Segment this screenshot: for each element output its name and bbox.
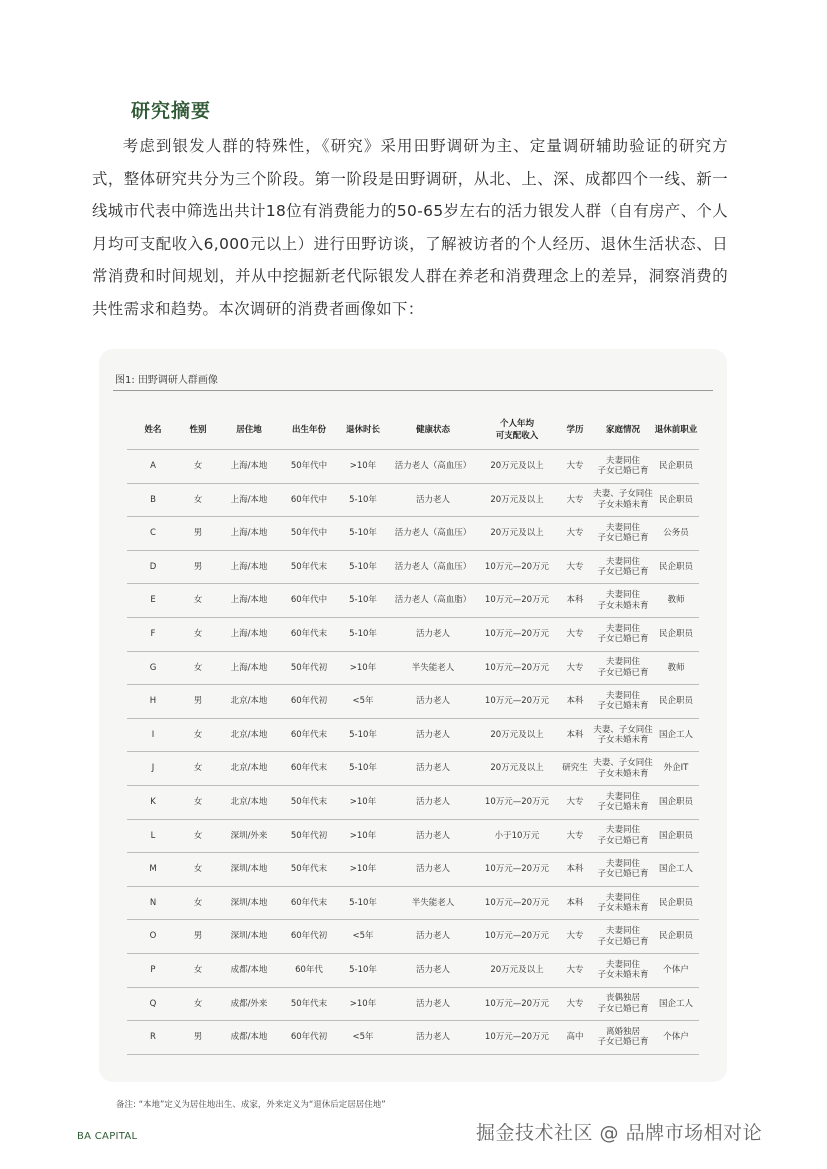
table-cell: 50年代末 [281,550,337,584]
table-cell: 活力老人（高血压） [389,450,477,484]
table-cell: 活力老人 [389,1021,477,1055]
table-cell: 60年代末 [281,617,337,651]
table-cell: 活力老人 [389,819,477,853]
figure-title: 图1: 田野调研人群画像 [115,375,218,386]
table-cell: Q [127,987,179,1021]
table-cell: 大专 [557,953,593,987]
table-row [127,617,699,651]
column-header: 健康状态 [415,425,450,435]
table-cell: 深圳/本地 [217,886,281,920]
column-header: 学历 [566,425,584,435]
table-cell: <5年 [337,685,389,719]
table-cell: >10年 [337,785,389,819]
table-cell: 夫妻、子女同住 子女未婚未育 [593,718,653,752]
table-cell: 成都/外来 [217,987,281,1021]
brand-footer: BA CAPITAL [77,1131,138,1142]
table-cell: 大专 [557,483,593,517]
table-cell: 民企职员 [653,886,699,920]
column-header: 性别 [189,425,207,435]
table-cell: I [127,718,179,752]
table-cell: R [127,1021,179,1055]
section-heading: 研究摘要 [131,100,212,122]
table-cell: L [127,819,179,853]
table-cell: 夫妻同住 子女未婚未育 [593,886,653,920]
table-cell: N [127,886,179,920]
table-cell: 活力老人 [389,718,477,752]
table-cell: 60年代中 [281,483,337,517]
table-cell: 大专 [557,819,593,853]
table-cell: 个体户 [653,1021,699,1055]
table-cell: 活力老人（高血压） [389,517,477,551]
figure-divider [113,390,713,391]
table-cell: 50年代末 [281,987,337,1021]
table-cell: 活力老人 [389,953,477,987]
table-cell: 60年代末 [281,752,337,786]
table-cell: 大专 [557,617,593,651]
table-cell: 女 [179,617,217,651]
table-row [127,550,699,584]
table-cell: 夫妻同住 子女已婚已育 [593,853,653,887]
table-cell: 成都/本地 [217,1021,281,1055]
table-cell: 民企职员 [653,550,699,584]
table-cell: 大专 [557,785,593,819]
watermark-text: 掘金技术社区 @ 品牌市场相对论 [476,1122,763,1144]
table-cell: 女 [179,987,217,1021]
table-row [127,953,699,987]
table-cell: 50年代初 [281,819,337,853]
table-cell: 夫妻同住 子女已婚已育 [593,920,653,954]
table-cell: 国企职员 [653,819,699,853]
column-header: 出生年份 [291,425,326,435]
table-cell: 夫妻、子女同住 子女未婚未育 [593,483,653,517]
table-cell: 本科 [557,853,593,887]
table-row [127,819,699,853]
table-cell: 20万元及以上 [477,718,557,752]
table-cell: 教师 [653,584,699,618]
table-cell: 女 [179,785,217,819]
table-cell: 活力老人 [389,785,477,819]
summary-paragraph: 考虑到银发人群的特殊性，《研究》采用田野调研为主、定量调研辅助验证的研究方式，整体研究共分为三个阶段。第一阶段是田野调研，从北、上、深、成都四个一线、新一线城市代表中筛选出共计18位有消费能力的50-65岁左右的活力银发人群（自有房产、个人月均可支配收入6,000元以上）进行田野访谈，了解被访者的个人经历、退休生活状态、日常消费和时间规划，并从中挖掘新老代际银发人群在养老和消费理念上的差异，洞察消费的共性需求和趋势。本次调研的消费者画像如下： [92,137,728,318]
table-cell: 上海/本地 [217,450,281,484]
table-cell: >10年 [337,853,389,887]
column-header: 个人年均 可支配收入 [495,419,539,441]
table-cell: 民企职员 [653,450,699,484]
table-cell: 上海/本地 [217,483,281,517]
table-cell: 北京/本地 [217,718,281,752]
table-row [127,718,699,752]
table-cell: 活力老人 [389,483,477,517]
table-cell: 高中 [557,1021,593,1055]
table-cell: 女 [179,718,217,752]
table-cell: 离婚独居 子女已婚已育 [593,1021,653,1055]
table-cell: 20万元及以上 [477,752,557,786]
table-cell: 60年代末 [281,886,337,920]
table-cell: 本科 [557,584,593,618]
table-cell: 上海/本地 [217,517,281,551]
table-cell: 10万元—20万元 [477,550,557,584]
table-cell: 女 [179,819,217,853]
table-cell: 5-10年 [337,718,389,752]
table-cell: 夫妻同住 子女已婚已育 [593,819,653,853]
table-cell: 大专 [557,450,593,484]
table-row [127,483,699,517]
table-row [127,987,699,1021]
table-cell: 活力老人 [389,920,477,954]
table-cell: 上海/本地 [217,550,281,584]
table-cell: 夫妻同住 子女已婚未育 [593,785,653,819]
table-cell: 大专 [557,651,593,685]
column-header: 退休时长 [345,425,380,435]
table-cell: 男 [179,1021,217,1055]
table-cell: 10万元—20万元 [477,584,557,618]
table-cell: 10万元—20万元 [477,685,557,719]
table-cell: 男 [179,517,217,551]
table-cell: 夫妻同住 子女已婚已育 [593,450,653,484]
table-cell: 女 [179,483,217,517]
table-cell: 公务员 [653,517,699,551]
table-cell: H [127,685,179,719]
table-cell: 国企工人 [653,718,699,752]
table-cell: G [127,651,179,685]
table-cell: 5-10年 [337,517,389,551]
table-row [127,785,699,819]
table-cell: 60年代末 [281,718,337,752]
column-header: 家庭情况 [605,425,640,435]
table-cell: 民企职员 [653,617,699,651]
table-cell: <5年 [337,1021,389,1055]
column-header: 退休前职业 [654,425,698,435]
table-cell: 小于10万元 [477,819,557,853]
table-cell: A [127,450,179,484]
table-row [127,517,699,551]
table-cell: >10年 [337,450,389,484]
table-cell: C [127,517,179,551]
table-cell: 女 [179,584,217,618]
table-cell: 10万元—20万元 [477,1021,557,1055]
table-cell: 民企职员 [653,685,699,719]
table-row [127,752,699,786]
table-row [127,886,699,920]
table-cell: 活力老人 [389,685,477,719]
table-cell: B [127,483,179,517]
table-cell: 5-10年 [337,617,389,651]
table-cell: >10年 [337,987,389,1021]
table-cell: 深圳/外来 [217,819,281,853]
table-cell: 10万元—20万元 [477,785,557,819]
table-cell: 60年代初 [281,685,337,719]
table-cell: 大专 [557,987,593,1021]
table-body [127,450,699,1055]
table-cell: 5-10年 [337,483,389,517]
table-cell: 男 [179,550,217,584]
table-cell: 北京/本地 [217,785,281,819]
table-cell: 丧偶独居 子女已婚已育 [593,987,653,1021]
table-cell: 5-10年 [337,953,389,987]
table-row [127,685,699,719]
table-cell: M [127,853,179,887]
table-cell: 20万元及以上 [477,517,557,551]
table-cell: 国企职员 [653,785,699,819]
table-cell: 活力老人（高血脂） [389,584,477,618]
table-cell: 60年代中 [281,584,337,618]
table-cell: 女 [179,853,217,887]
table-cell: 10万元—20万元 [477,987,557,1021]
table-cell: 5-10年 [337,752,389,786]
table-cell: 女 [179,651,217,685]
table-cell: 半失能老人 [389,651,477,685]
table-cell: >10年 [337,651,389,685]
table-cell: <5年 [337,920,389,954]
table-cell: 北京/本地 [217,685,281,719]
table-cell: 50年代末 [281,785,337,819]
table-cell: 国企工人 [653,853,699,887]
table-cell: 50年代中 [281,517,337,551]
table-row [127,920,699,954]
table-cell: F [127,617,179,651]
table-cell: 国企工人 [653,987,699,1021]
table-cell: 研究生 [557,752,593,786]
table-row [127,584,699,618]
table-cell: 成都/本地 [217,953,281,987]
table-cell: 大专 [557,920,593,954]
table-cell: 外企IT [653,752,699,786]
table-cell: 北京/本地 [217,752,281,786]
table-cell: 10万元—20万元 [477,617,557,651]
table-cell: 上海/本地 [217,651,281,685]
persona-table [127,411,699,1055]
table-cell: 上海/本地 [217,617,281,651]
table-row [127,651,699,685]
table-cell: 5-10年 [337,584,389,618]
table-cell: 50年代初 [281,651,337,685]
table-cell: 夫妻、子女同住 子女未婚未育 [593,752,653,786]
table-cell: J [127,752,179,786]
table-header-row [127,411,699,450]
table-cell: 60年代 [281,953,337,987]
table-cell: 活力老人 [389,617,477,651]
table-cell: 夫妻同住 子女已婚已育 [593,651,653,685]
column-header: 姓名 [144,425,162,435]
table-cell: 10万元—20万元 [477,651,557,685]
table-cell: 10万元—20万元 [477,886,557,920]
table-cell: 10万元—20万元 [477,853,557,887]
table-cell: 60年代初 [281,920,337,954]
table-row [127,1021,699,1055]
table-cell: O [127,920,179,954]
figure-note: 备注: “本地”定义为居住地出生、成家，外来定义为“退休后定居居住地” [116,1100,386,1110]
table-cell: 夫妻同住 子女已婚已育 [593,517,653,551]
column-header: 居住地 [236,425,262,435]
table-row [127,853,699,887]
table-cell: 夫妻同住 子女未婚未育 [593,584,653,618]
table-cell: 大专 [557,550,593,584]
table-cell: 民企职员 [653,483,699,517]
table-cell: 60年代初 [281,1021,337,1055]
table-cell: 大专 [557,517,593,551]
table-cell: 上海/本地 [217,584,281,618]
table-cell: 5-10年 [337,550,389,584]
table-cell: 深圳/本地 [217,920,281,954]
table-cell: 深圳/本地 [217,853,281,887]
table-cell: 50年代中 [281,450,337,484]
table-cell: 女 [179,886,217,920]
table-cell: 5-10年 [337,886,389,920]
table-cell: 夫妻同住 子女已婚已育 [593,550,653,584]
table-cell: D [127,550,179,584]
table-cell: E [127,584,179,618]
table-cell: 活力老人 [389,752,477,786]
table-cell: 个体户 [653,953,699,987]
table-cell: 女 [179,752,217,786]
table-cell: 活力老人 [389,853,477,887]
table-cell: 男 [179,920,217,954]
table-cell: 活力老人 [389,987,477,1021]
table-cell: >10年 [337,819,389,853]
table-cell: 女 [179,953,217,987]
table-cell: 教师 [653,651,699,685]
table-cell: 民企职员 [653,920,699,954]
table-cell: 20万元及以上 [477,450,557,484]
table-cell: 女 [179,450,217,484]
table-cell: 活力老人（高血压） [389,550,477,584]
table-cell: 20万元及以上 [477,483,557,517]
table-cell: 半失能老人 [389,886,477,920]
table-cell: 50年代末 [281,853,337,887]
table-cell: 10万元—20万元 [477,920,557,954]
table-cell: 夫妻同住 子女已婚未育 [593,685,653,719]
table-cell: 夫妻同住 子女已婚已育 [593,617,653,651]
table-cell: 夫妻同住 子女未婚未育 [593,953,653,987]
table-cell: 本科 [557,886,593,920]
table-row [127,450,699,484]
table-cell: K [127,785,179,819]
table-cell: 本科 [557,685,593,719]
table-cell: 20万元及以上 [477,953,557,987]
table-cell: 男 [179,685,217,719]
table-cell: 本科 [557,718,593,752]
table-cell: P [127,953,179,987]
figure-card [99,349,727,1082]
